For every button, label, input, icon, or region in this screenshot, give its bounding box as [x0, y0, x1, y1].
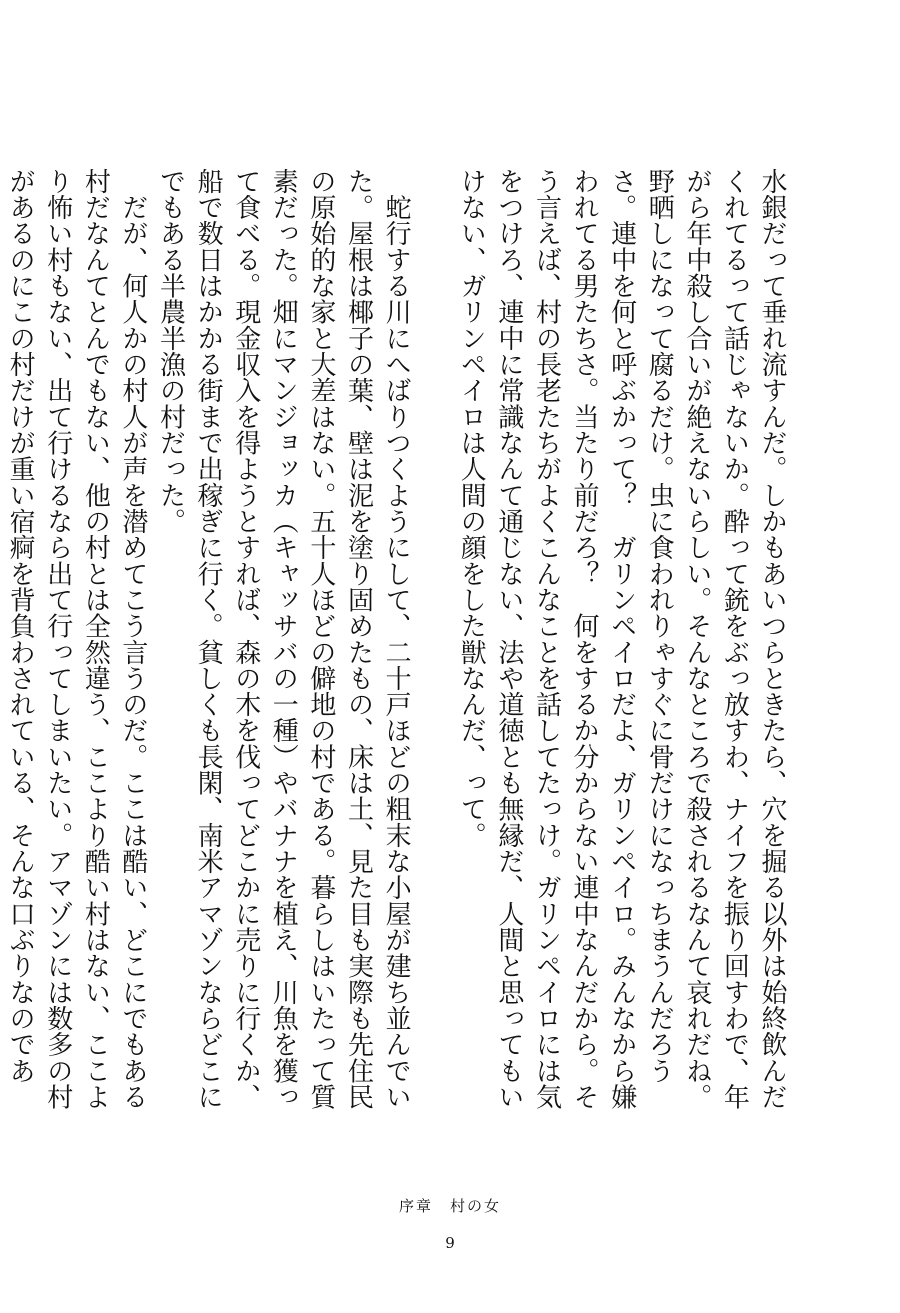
paragraph-2: 蛇行する川にへばりつくようにして、二十戸ほどの粗末な小屋が建ち並んでいた。屋根は椰子の葉、壁は泥を塗り固めたもの、床は土、見た目も実際も先住民の原始的な家と大差はない。五十人ほどの僻地の村である。暮らしはいたって質素だった。畑にマンジョッカ（キャッサバの一種）やバナナを植え、川魚を獲って食べる。現金収入を得ようとすれば、森の木を伐ってどこかに売りに行くか、船で数日はかかる街まで出稼ぎに行く。貧しくも長閑、南米アマゾンならどこにでもある半農半漁の村だった。 — [155, 168, 412, 1110]
running-footer-chapter-title: 序章 村の女 — [398, 1197, 501, 1215]
paragraph-1: 水銀だって垂れ流すんだ。しかもあいつらときたら、穴を掘る以外は始終飲んだくれてるって話じゃないか。酔って銃をぶっ放すわ、ナイフを振り回すわで、年がら年中殺し合いが絶えないらしい。そんなところで殺されるなんて哀れだね。野晒しになって腐るだけ。虫に食われりゃすぐに骨だけになっちまうんだろうさ。連中を何と呼ぶかって？ ガリンペイロだよ、ガリンペイロ。みんなから嫌われてる男たちさ。当たり前だろ？ 何をするか分からない連中なんだから。そう言えば、村の長老たちがよくこんなことを話してたっけ。ガリンペイロには気をつけろ、連中に常識なんて通じない、法や道徳とも無縁だ、人間と思ってもいけない、ガリンペイロは人間の顔をした獣なんだ、って。 — [456, 168, 787, 1110]
paragraph-gap — [414, 168, 452, 1128]
paragraph-3: だが、何人かの村人が声を潜めてこう言うのだ。ここは酷い、どこにでもある村だなんてとんでもない、他の村とは全然違う、ここより酷い村はない、ここより怖い村もない、出て行けるなら出て行ってしまいたい。アマゾンには数多の村があるのにこの村だけが重い宿痾を背負わされている、そんな口ぶりなのであ — [5, 168, 148, 1110]
page-number: 9 — [445, 1234, 455, 1252]
body-text — [5, 168, 790, 1128]
